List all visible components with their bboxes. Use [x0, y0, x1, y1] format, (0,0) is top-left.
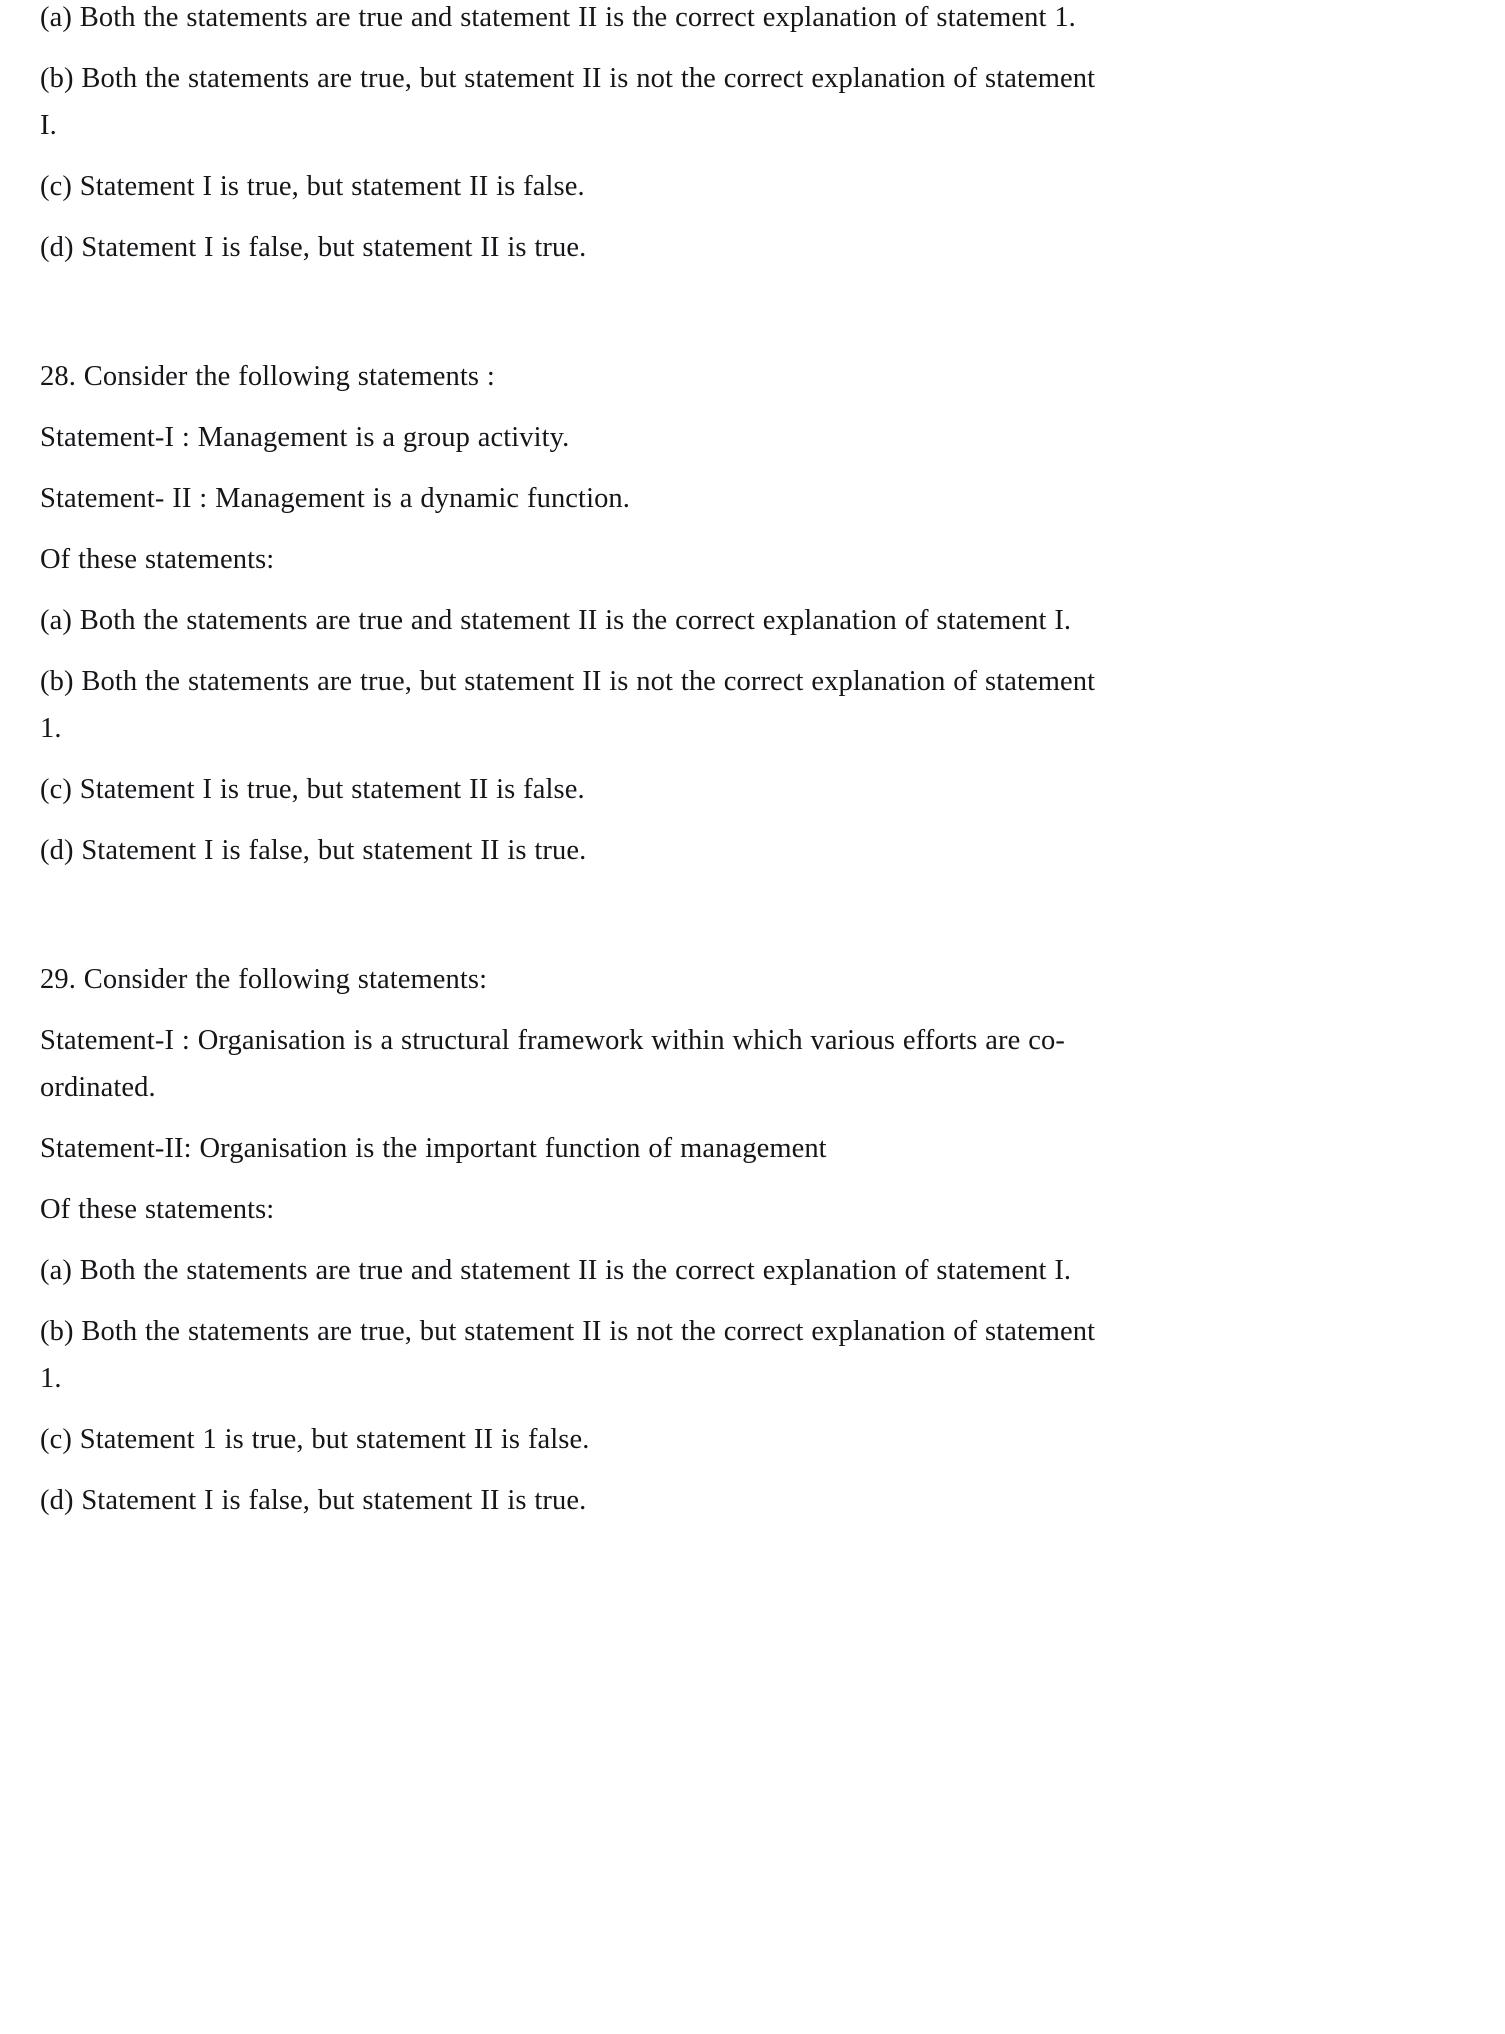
q29-option-c: (c) Statement 1 is true, but statement II is false. [40, 1424, 590, 1455]
q29-statement-1: Statement-I : Organisation is a structural framework within which various efforts are co-ordinated. [40, 1025, 1065, 1103]
q28-option-a: (a) Both the statements are true and statement II is the correct explanation of statement I. [40, 605, 1072, 636]
page-text-column [40, 0, 1465, 1524]
q29-heading: 29. Consider the following statements: [40, 964, 488, 995]
question-block-29 [40, 956, 1465, 1524]
q27-option-a: (a) Both the statements are true and statement II is the correct explanation of statement 1. [40, 2, 1076, 33]
q29-option-a: (a) Both the statements are true and statement II is the correct explanation of statement I. [40, 1255, 1072, 1286]
question-block-28 [40, 353, 1465, 874]
q28-statement-1: Statement-I : Management is a group activity. [40, 422, 570, 453]
q27-option-d: (d) Statement I is false, but statement II is true. [40, 232, 587, 263]
q28-statement-2: Statement- II : Management is a dynamic function. [40, 483, 631, 514]
q29-prompt: Of these statements: [40, 1194, 275, 1225]
q28-heading: 28. Consider the following statements : [40, 361, 495, 392]
question-separator-gap [40, 271, 1465, 353]
q29-option-b: (b) Both the statements are true, but statement II is not the correct explanation of statement 1. [40, 1316, 1096, 1394]
q27-option-b: (b) Both the statements are true, but statement II is not the correct explanation of statement I. [40, 63, 1096, 141]
q29-statement-2: Statement-II: Organisation is the important function of management [40, 1133, 827, 1164]
question-separator-gap [40, 874, 1465, 956]
q28-option-c: (c) Statement I is true, but statement II is false. [40, 774, 585, 805]
question-block-27-options [40, 0, 1465, 271]
q29-option-d: (d) Statement I is false, but statement II is true. [40, 1485, 587, 1516]
q27-option-c: (c) Statement I is true, but statement II is false. [40, 171, 585, 202]
q28-option-d: (d) Statement I is false, but statement II is true. [40, 835, 587, 866]
q28-option-b: (b) Both the statements are true, but statement II is not the correct explanation of statement 1. [40, 666, 1096, 744]
q28-prompt: Of these statements: [40, 544, 275, 575]
